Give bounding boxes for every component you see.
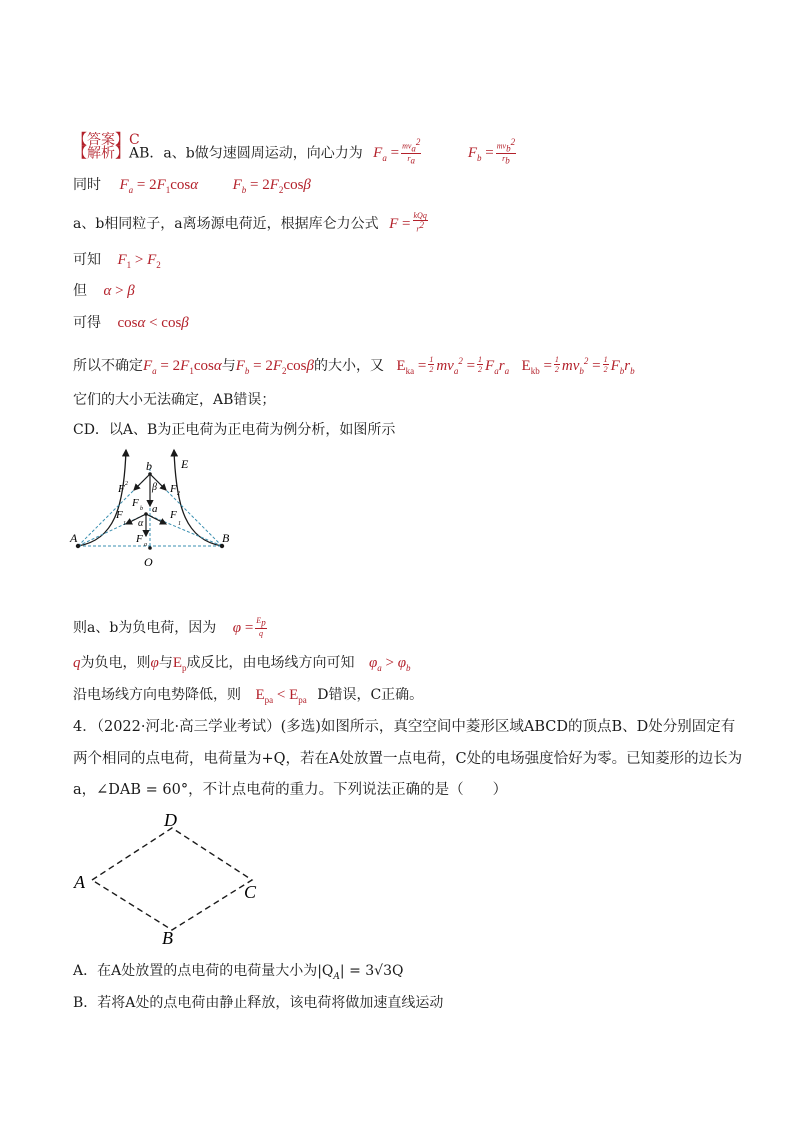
- formula-phi: φ = $\frac{E_p}{q}$: [232, 616, 266, 638]
- label-f2-left-sub: 2: [125, 481, 128, 487]
- label-f2-right-sub: 2: [177, 491, 180, 497]
- force-f2-left: [134, 474, 150, 490]
- option-a-tail: | = 3√3Q: [339, 963, 404, 979]
- analysis-text-10: 则a、b为负电荷，因为: [73, 620, 217, 637]
- formula-alpha-gt-beta: α > β: [103, 283, 135, 299]
- option-a-text: A．在A处放置的点电荷的电荷量大小为|Q: [73, 963, 334, 979]
- field-diagram: [66, 448, 246, 570]
- question4-line-3: [73, 781, 507, 799]
- formula-cos-lt: cosα < cosβ: [117, 315, 189, 331]
- rhombus-diagram: [70, 810, 270, 950]
- analysis-text-2: 同时: [73, 177, 101, 193]
- dashed-b-a: [146, 514, 222, 546]
- analysis-text-4: 可知: [73, 252, 101, 268]
- label-alpha: α: [138, 518, 144, 529]
- analysis-line-7: [73, 352, 635, 380]
- answer-label: 【答案】: [73, 132, 129, 148]
- question4-line-1: [73, 718, 735, 736]
- analysis-line-10: [73, 618, 269, 640]
- analysis-text-3: a、b相同粒子，a离场源电荷近，根据库仑力公式: [73, 215, 379, 232]
- label-A-rhombus: A: [74, 872, 85, 892]
- analysis-text-11c: 成反比，由电场线方向可知: [186, 655, 355, 671]
- formula-ekb: $E_{kb}$ = $\frac{1}{2}$ $mv_b^2$ = $\frac{1}{2}$ $F_br_b$: [521, 355, 635, 376]
- analysis-text-12b: D错误，C正确。: [317, 687, 424, 703]
- symbol-phi: φ: [150, 655, 159, 671]
- label-fa: F: [136, 533, 143, 545]
- symbol-q: q: [73, 655, 81, 671]
- label-D: D: [164, 810, 177, 830]
- option-a-sub: A: [333, 971, 340, 982]
- question4-text-3: a，∠DAB = 60°，不计点电荷的重力。下列说法正确的是（ ）: [73, 782, 508, 798]
- label-B-rhombus: B: [162, 928, 173, 948]
- analysis-text-1: AB．a、b做匀速圆周运动，向心力为: [129, 145, 363, 162]
- analysis-text-12a: 沿电场线方向电势降低，则: [73, 687, 241, 703]
- label-beta: β: [152, 482, 157, 493]
- analysis-text-7c: 的大小，又: [313, 358, 384, 374]
- label-f1-right-sub: 1: [178, 521, 181, 527]
- formula-fb-cos: $F_b = 2F_2\cos\beta$: [232, 177, 311, 195]
- analysis-line-12: [73, 686, 423, 709]
- analysis-label: 【解析】: [73, 145, 129, 162]
- analysis-line-9: [73, 421, 395, 439]
- label-C: C: [244, 882, 257, 902]
- label-e: E: [181, 457, 189, 471]
- field-line-left: [78, 450, 126, 546]
- analysis-text-11a: 为负电，则: [80, 655, 151, 671]
- analysis-text-7a: 所以不确定: [73, 358, 143, 374]
- analysis-text-11b: 与: [158, 655, 173, 671]
- formula-coulomb: F = $\frac{\text{kQq}}{r^2}$: [389, 211, 427, 234]
- analysis-line-1: [73, 137, 518, 168]
- analysis-line-6: [73, 314, 189, 332]
- label-f2-right: F: [170, 483, 177, 495]
- question4-text-2: 两个相同的点电荷，电荷量为+Q，若在A处放置一点电荷，C处的电场强度恰好为零。已知菱形的边长为: [73, 751, 743, 767]
- label-O: O: [144, 555, 153, 569]
- question4-line-2: [73, 750, 742, 768]
- analysis-line-4: [73, 251, 161, 274]
- formula-fb-inline: $F_b = 2F_2\cos\beta$: [235, 358, 314, 376]
- analysis-text-9: CD．以A、B为正电荷为正电荷为例分析，如图所示: [73, 422, 396, 438]
- formula-eka: $E_{ka}$ = $\frac{1}{2}$ $mv_a^2$ = $\frac{1}{2}$ $F_ar_a$: [396, 355, 510, 376]
- label-a: a: [152, 503, 158, 515]
- formula-ep-compare: $E_{pa} < E_{pa}$: [255, 687, 307, 705]
- formula-fa: $F_a$ = $\frac{mv_a^2}{r_a}$: [373, 137, 421, 166]
- analysis-line-8: [73, 391, 275, 409]
- analysis-line-2: [73, 176, 311, 199]
- option-b-text: B．若将A处的点电荷由静止释放，该电荷将做加速直线运动: [73, 995, 444, 1011]
- label-f1-left: F: [116, 509, 123, 521]
- label-fb-sub: b: [140, 506, 143, 512]
- formula-f1-gt-f2: $F_1 > F_2$: [117, 252, 161, 270]
- analysis-text-5: 但: [73, 283, 87, 299]
- option-a: [73, 962, 403, 986]
- formula-fa-cos: $F_a = 2F_1\cos\alpha$: [119, 177, 199, 195]
- label-A: A: [70, 531, 78, 545]
- point-o: [148, 546, 152, 550]
- question4-text-1: 4．（2022·河北·高三学业考试）(多选)如图所示，真空空间中菱形区域ABCD的顶点B、D处分别固定有: [73, 719, 736, 735]
- rhombus-outline: [92, 828, 252, 930]
- analysis-line-3: [73, 213, 430, 236]
- analysis-text-8: 它们的大小无法确定，AB错误；: [73, 392, 276, 408]
- formula-phi-compare: $\varphi_a > \varphi_b$: [368, 655, 411, 673]
- analysis-text-6: 可得: [73, 315, 101, 331]
- label-fa-sub: a: [144, 542, 147, 548]
- label-f1-right: F: [170, 509, 177, 521]
- answer-value: C: [129, 132, 140, 148]
- label-fb: F: [132, 497, 139, 509]
- label-b: b: [146, 459, 152, 473]
- option-b: [73, 994, 443, 1012]
- formula-fb: $F_b$ = $\frac{mv_b^2}{r_b}$: [467, 137, 516, 166]
- label-f2-left: F: [118, 483, 125, 495]
- analysis-line-11: [73, 654, 411, 677]
- force-f1-right: [146, 514, 166, 524]
- label-f1-left-sub: 1: [123, 521, 126, 527]
- analysis-line-5: [73, 282, 135, 300]
- formula-fa-inline: $F_a = 2F_1\cos\alpha$: [143, 358, 222, 376]
- label-B: B: [222, 531, 230, 545]
- symbol-ep: $E_p$: [172, 655, 187, 673]
- analysis-text-7b: 与: [221, 358, 236, 374]
